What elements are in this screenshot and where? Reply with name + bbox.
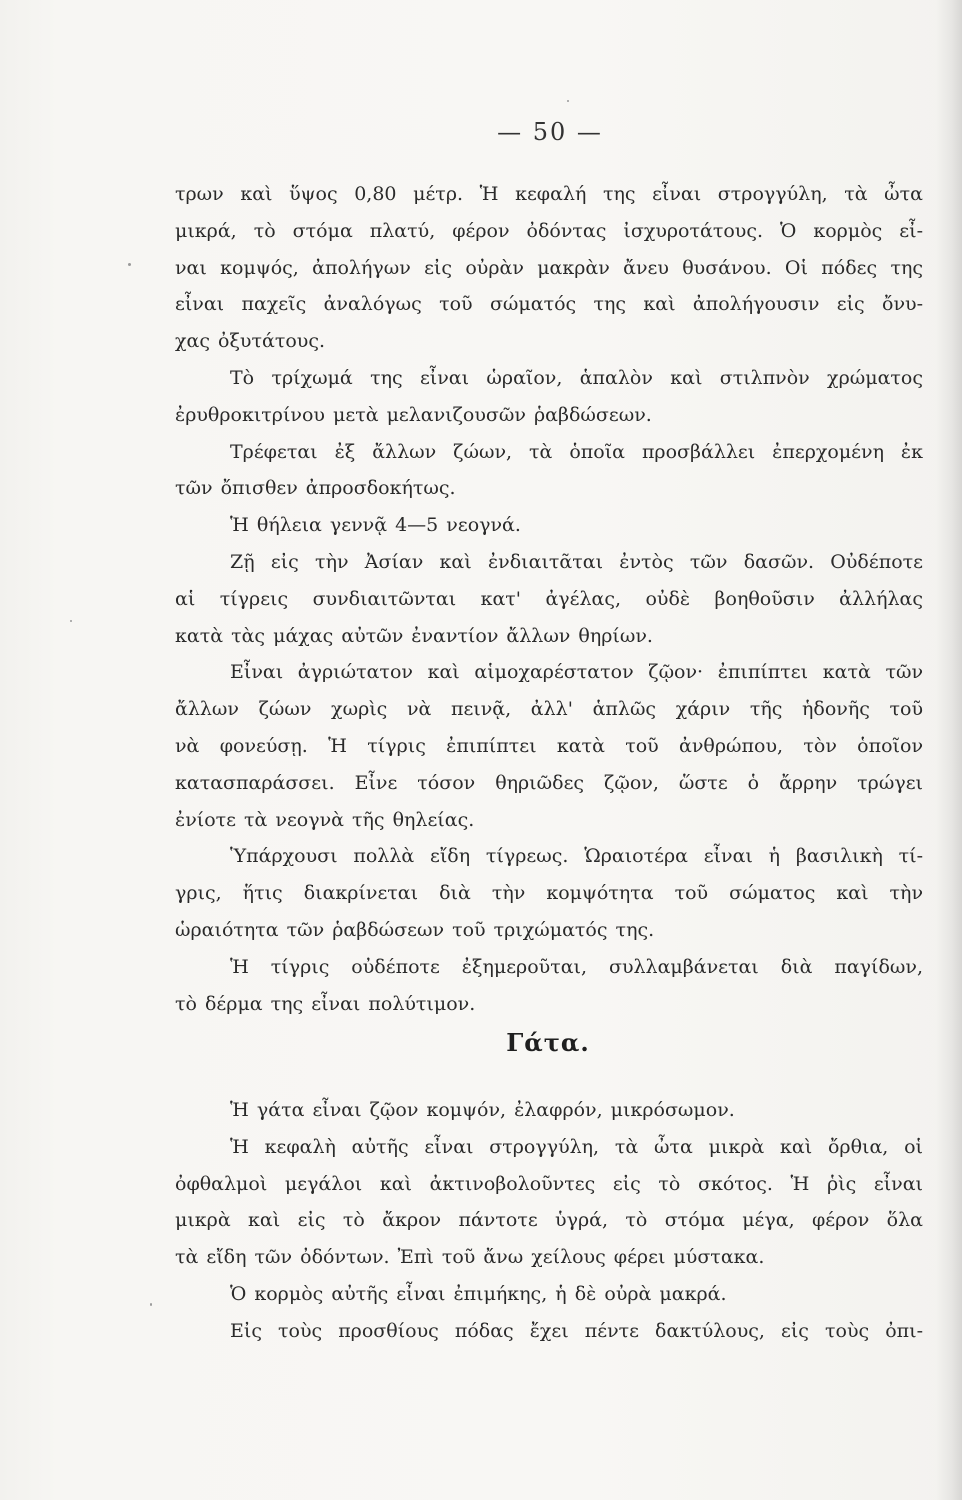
section-title: Γάτα. <box>506 1028 590 1057</box>
text-line: νὰ φονεύσῃ. Ἡ τίγρις ἐπιπίπτει κατὰ τοῦ ἀνθρώπου, τὸν ὁποῖον <box>175 734 923 757</box>
paper-speck <box>567 100 569 102</box>
text-line: γρις, ἥτις διακρίνεται διὰ τὴν κομψότητα τοῦ σώματος καὶ τὴν <box>175 882 923 905</box>
text-line: κατὰ τὰς μάχας αὐτῶν ἐναντίον ἄλλων θηρίων. <box>175 624 653 647</box>
text-line: ἐνίοτε τὰ νεογνὰ τῆς θηλείας. <box>175 808 475 831</box>
text-line: Ἡ κεφαλὴ αὐτῆς εἶναι στρογγύλη, τὰ ὦτα μικρὰ καὶ ὄρθια, οἱ <box>230 1135 923 1158</box>
text-line: μικρὰ καὶ εἰς τὸ ἄκρον πάντοτε ὑγρά, τὸ στόμα μέγα, φέρον ὅλα <box>175 1209 923 1232</box>
text-line: μικρά, τὸ στόμα πλατύ, φέρον ὀδόντας ἰσχυροτάτους. Ὁ κορμὸς εἶ- <box>175 219 923 242</box>
page-spine-shadow <box>936 0 962 1500</box>
text-line: Τὸ τρίχωμά της εἶναι ὡραῖον, ἁπαλὸν καὶ στιλπνὸν χρώματος <box>230 366 923 389</box>
text-line: ἐρυθροκιτρίνου μετὰ μελανιζουσῶν ῥαβδώσεων. <box>175 403 652 426</box>
text-line: Τρέφεται ἐξ ἄλλων ζώων, τὰ ὁποῖα προσβάλλει ἐπερχομένη ἐκ <box>230 440 923 463</box>
paper-speck <box>150 1303 152 1306</box>
text-line: Ὁ κορμὸς αὐτῆς εἶναι ἐπιμήκης, ἡ δὲ οὐρὰ μακρά. <box>230 1282 727 1305</box>
text-line: τὰ εἴδη τῶν ὀδόντων. Ἐπὶ τοῦ ἄνω χείλους φέρει μύστακα. <box>175 1246 765 1269</box>
text-line: ὀφθαλμοὶ μεγάλοι καὶ ἀκτινοβολοῦντες εἰς τὸ σκότος. Ἡ ῥὶς εἶναι <box>175 1172 923 1195</box>
page-number: — 50 — <box>497 118 603 146</box>
text-line: Εἶναι ἀγριώτατον καὶ αἱμοχαρέστατον ζῷον· ἐπιπίπτει κατὰ τῶν <box>230 661 923 684</box>
text-line: Ὑπάρχουσι πολλὰ εἴδη τίγρεως. Ὡραιοτέρα εἶναι ἡ βασιλικὴ τί- <box>230 845 923 868</box>
paper-speck <box>70 620 72 622</box>
text-block-tiger <box>175 176 923 1022</box>
text-line: κατασπαράσσει. Εἶνε τόσον θηριῶδες ζῷον, ὥστε ὁ ἄρρην τρώγει <box>175 771 923 794</box>
text-line: τὸ δέρμα της εἶναι πολύτιμον. <box>175 992 476 1015</box>
text-line: τρων καὶ ὕψος 0,80 μέτρ. Ἡ κεφαλή της εἶναι στρογγύλη, τὰ ὦτα <box>175 183 923 205</box>
text-line: αἱ τίγρεις συνδιαιτῶνται κατ' ἀγέλας, οὐδὲ βοηθοῦσιν ἀλλήλας <box>175 587 923 610</box>
text-line: Εἰς τοὺς προσθίους πόδας ἔχει πέντε δακτύλους, εἰς τοὺς ὀπι- <box>230 1319 923 1342</box>
text-line: ἄλλων ζώων χωρὶς νὰ πεινᾷ, ἀλλ' ἁπλῶς χάριν τῆς ἡδονῆς τοῦ <box>175 698 923 721</box>
text-line: Ἡ γάτα εἶναι ζῷον κομψόν, ἐλαφρόν, μικρόσωμον. <box>230 1099 735 1121</box>
paper-speck <box>128 263 131 266</box>
text-line: ὡραιότητα τῶν ῥαβδώσεων τοῦ τριχώματός της. <box>175 918 655 941</box>
text-line: Ἡ τίγρις οὐδέποτε ἐξημεροῦται, συλλαμβάνεται διὰ παγίδων, <box>230 955 923 978</box>
text-line: Ζῇ εἰς τὴν Ἀσίαν καὶ ἐνδιαιτᾶται ἐντὸς τῶν δασῶν. Οὐδέποτε <box>230 550 923 573</box>
text-line: ναι κομψός, ἀπολήγων εἰς οὐρὰν μακρὰν ἄνευ θυσάνου. Οἱ πόδες της <box>175 256 923 279</box>
text-line: Ἡ θήλεια γεννᾷ 4—5 νεογνά. <box>230 514 521 537</box>
text-line: τῶν ὄπισθεν ἀπροσδοκήτως. <box>175 477 456 500</box>
text-line: εἶναι παχεῖς ἀναλόγως τοῦ σώματός της καὶ ἀπολήγουσιν εἰς ὄνυ- <box>175 293 923 316</box>
text-line: χας ὀξυτάτους. <box>175 330 326 353</box>
text-block-cat <box>175 1092 923 1350</box>
